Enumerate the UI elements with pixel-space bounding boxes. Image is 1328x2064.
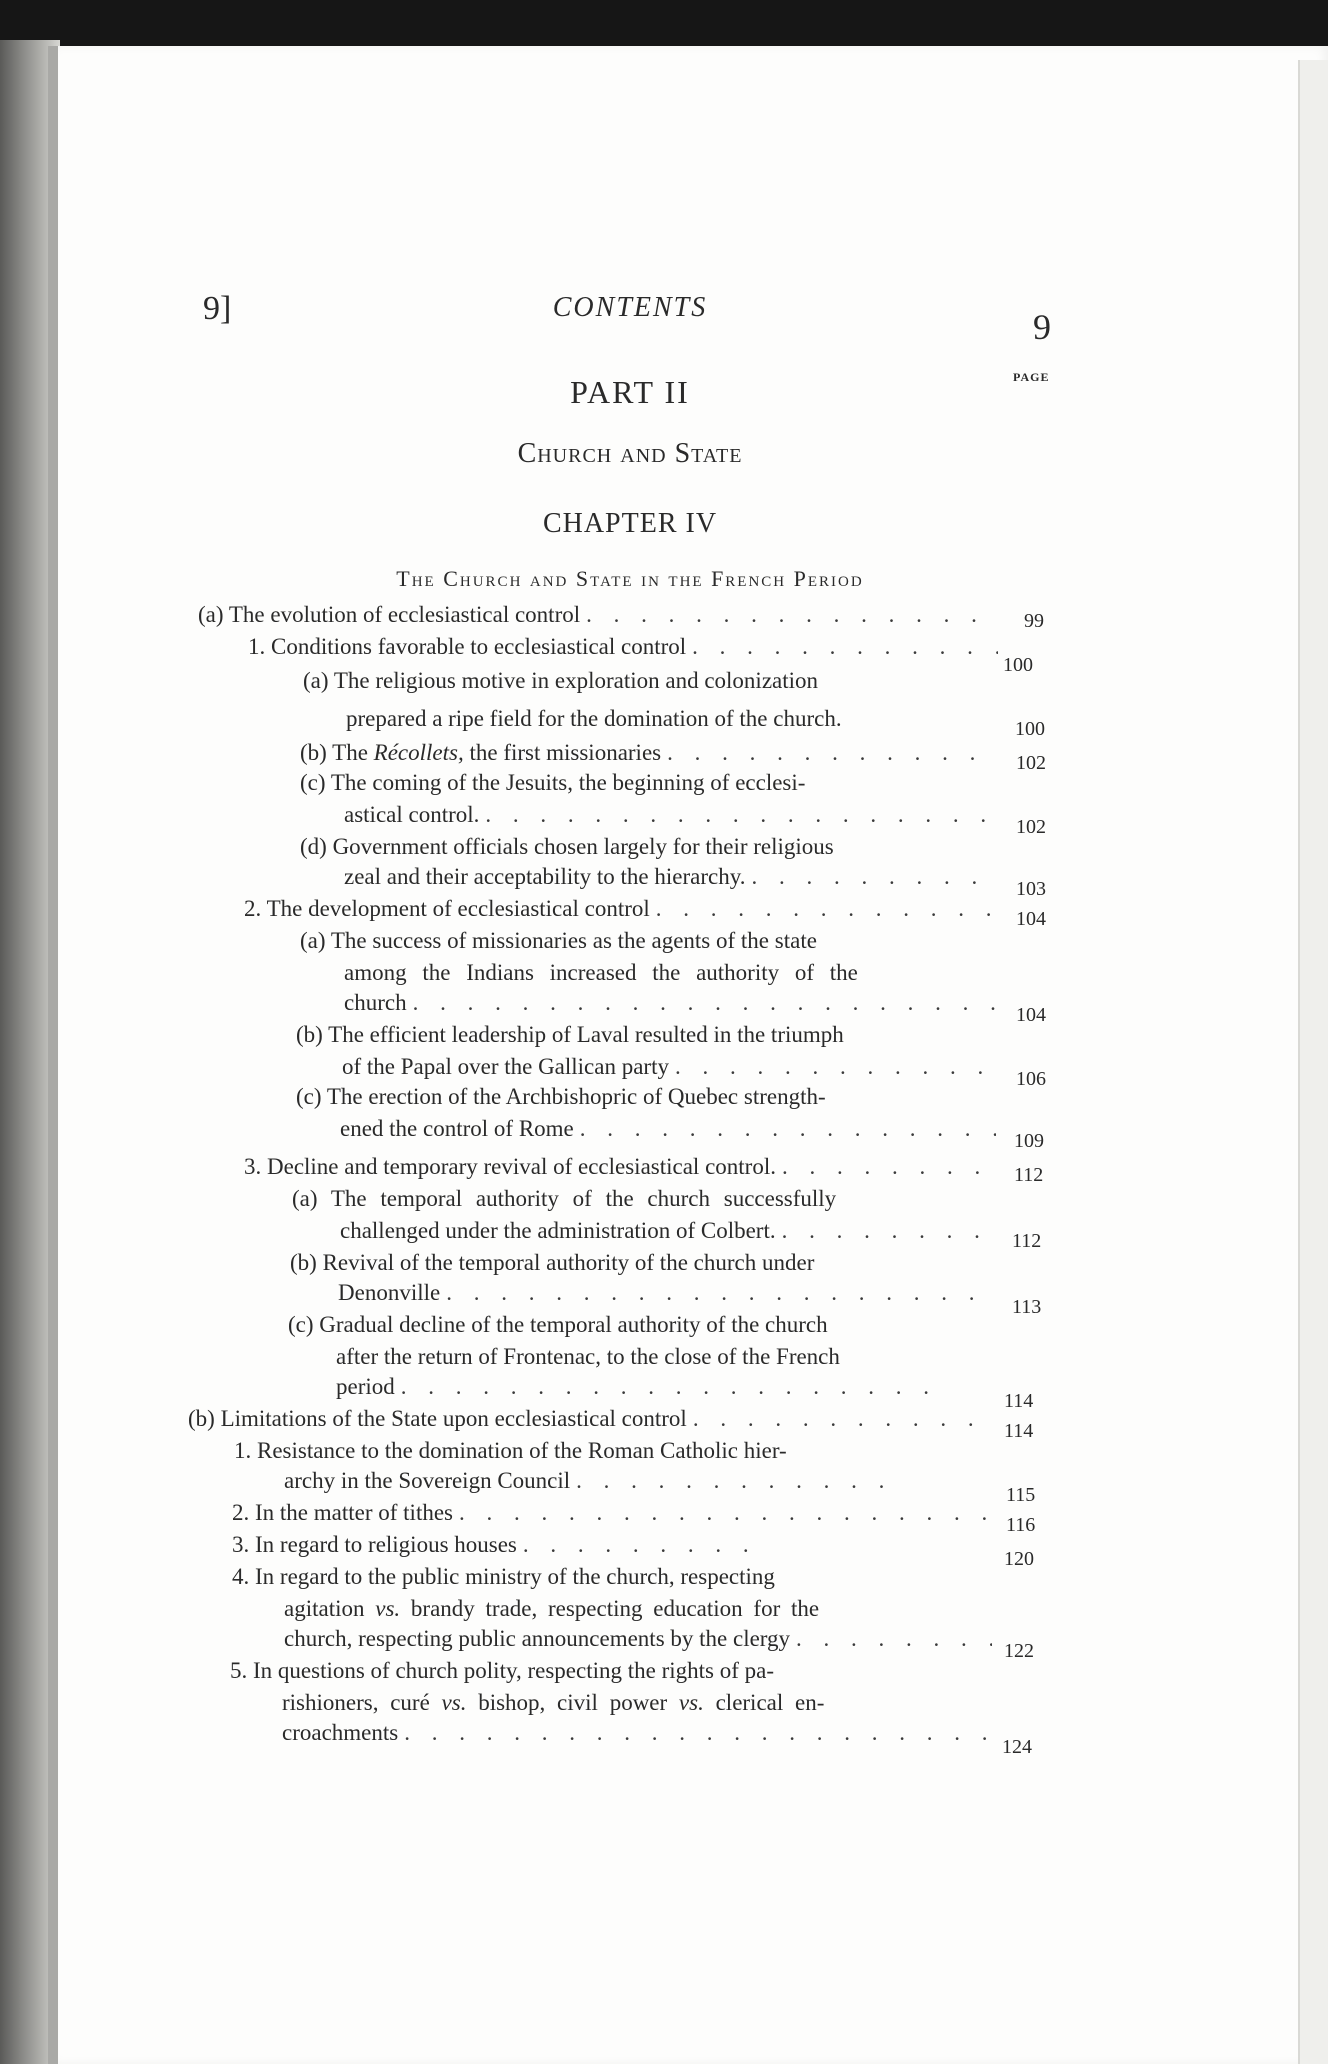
toc-entry-text: croachments <box>282 1720 399 1745</box>
toc-page: 112 <box>1014 1164 1044 1186</box>
toc-entry-text: challenged under the administration of Colbert. <box>340 1218 776 1243</box>
toc-entry-text: of the Papal over the Gallican party <box>342 1054 669 1079</box>
toc-entry-text: 3. Decline and temporary revival of ecclesiastical control. <box>244 1154 776 1179</box>
dot-leader <box>398 1718 990 1748</box>
dot-leader <box>395 1372 936 1402</box>
toc-entry-b5-line3 <box>282 1718 990 1748</box>
toc-entry-text: Denonville <box>338 1280 441 1305</box>
dot-leader <box>517 1530 752 1560</box>
toc-entry-a1b <box>300 738 998 768</box>
toc-entry-a1c-line1: (c) The coming of the Jesuits, the beginning of ecclesi- <box>300 770 806 795</box>
dot-leader <box>479 800 998 830</box>
toc-page: 100 <box>1003 654 1033 676</box>
toc-entry-a3c-line2: after the return of Frontenac, to the close of the French <box>336 1344 840 1369</box>
page-number: 9 <box>1033 307 1051 347</box>
toc-entry-a2 <box>244 894 998 924</box>
part-subtitle: Church and State <box>517 438 743 469</box>
toc-entry-a1a-line1: (a) The religious motive in exploration and colonization <box>303 668 819 693</box>
toc-page: 115 <box>1006 1484 1036 1506</box>
toc-entry-b5-line2 <box>282 1688 824 1718</box>
dot-leader <box>407 988 998 1018</box>
toc-entry-b2 <box>232 1498 992 1528</box>
toc-entry-a3a-line2 <box>340 1216 996 1246</box>
toc-entry-a1d-line1: (d) Government officials chosen largely for their religious <box>300 834 834 859</box>
toc-entry-text: 2. The development of ecclesiastical control <box>244 896 650 921</box>
toc-page: 116 <box>1006 1514 1036 1536</box>
toc-entry-text: the first missionaries <box>463 740 662 765</box>
toc-entry-b5-line1: 5. In questions of church polity, respecting the rights of pa- <box>230 1658 774 1683</box>
chapter-title: CHAPTER IV <box>542 508 718 539</box>
toc-page: 113 <box>1012 1296 1042 1318</box>
toc-entry-text: agitation <box>284 1596 376 1621</box>
toc-entry-a3a-line1: (a) The temporal authority of the church successfully <box>292 1186 837 1211</box>
dot-leader <box>661 738 998 768</box>
toc-entry-b4-line2 <box>284 1594 819 1624</box>
toc-entry-text: (b) Limitations of the State upon ecclesiastical control <box>188 1406 687 1431</box>
toc-entry-a3 <box>244 1152 996 1182</box>
toc-entry-a2a-line3 <box>344 988 998 1018</box>
toc-page: 124 <box>1002 1736 1032 1758</box>
toc-entry-text: period <box>336 1374 395 1399</box>
toc-entry-a1d-line2 <box>344 862 998 892</box>
dot-leader <box>776 1216 996 1246</box>
toc-page: 100 <box>1015 718 1045 740</box>
dot-leader <box>580 600 998 630</box>
chapter-subtitle: The Church and State in the French Period <box>396 566 864 591</box>
toc-entry-text: 1. Conditions favorable to ecclesiastical control <box>248 634 687 659</box>
toc-entry-a2c-line2 <box>340 1114 996 1144</box>
toc-entry-b1-line1: 1. Resistance to the domination of the Roman Catholic hier- <box>234 1438 787 1463</box>
page-column-label: PAGE <box>1013 370 1050 384</box>
part-title: PART II <box>570 374 690 410</box>
toc-entry-b4-line3 <box>284 1624 992 1654</box>
toc-entry-b1-line2 <box>284 1466 884 1496</box>
toc-entry-a1a-line2: prepared a ripe field for the domination of the church. <box>346 706 842 731</box>
toc-entry-text: clerical en- <box>703 1690 825 1715</box>
toc-page: 104 <box>1016 908 1046 930</box>
dot-leader <box>745 862 998 892</box>
dot-leader <box>453 1498 992 1528</box>
running-title: CONTENTS <box>552 292 708 323</box>
dot-leader <box>687 1404 988 1434</box>
toc-page: 109 <box>1014 1130 1044 1152</box>
toc-entry-text: (b) The <box>300 740 374 765</box>
toc-entry-b3 <box>232 1530 752 1560</box>
toc-entry-text: archy in the Sovereign Council <box>284 1468 571 1493</box>
toc-entry-a3b-line1: (b) Revival of the temporal authority of the church under <box>290 1250 815 1275</box>
toc-entry-a <box>198 600 998 630</box>
toc-entry-a1c-line2 <box>344 800 998 830</box>
left-page-ref: 9] <box>203 290 232 327</box>
toc-entry-text: brandy trade, respecting education for the <box>400 1596 820 1621</box>
toc-entry-emphasis: vs. <box>678 1690 704 1715</box>
toc-entry-b <box>188 1404 988 1434</box>
dot-leader <box>669 1052 996 1082</box>
toc-entry-emphasis: vs. <box>375 1596 401 1621</box>
toc-entry-emphasis: vs. <box>441 1690 467 1715</box>
toc-page: 114 <box>1004 1420 1034 1442</box>
toc-entry-text: (a) The evolution of ecclesiastical control <box>198 602 581 627</box>
toc-entry-text: church <box>344 990 407 1015</box>
toc-entry-text: ened the control of Rome <box>340 1116 574 1141</box>
dot-leader <box>440 1278 996 1308</box>
dot-leader <box>790 1624 992 1654</box>
toc-page: 120 <box>1004 1548 1034 1570</box>
toc-entry-a1 <box>248 632 998 662</box>
toc-page: 114 <box>1004 1390 1034 1412</box>
toc-page: 122 <box>1004 1640 1034 1662</box>
toc-entry-text: bishop, civil power <box>466 1690 679 1715</box>
toc-page: 102 <box>1016 752 1046 774</box>
dot-leader <box>686 632 998 662</box>
toc-entry-text: rishioners, curé <box>282 1690 442 1715</box>
toc-entry-a2c-line1: (c) The erection of the Archbishopric of Quebec strength- <box>296 1084 826 1109</box>
toc-page: 104 <box>1016 1004 1046 1026</box>
toc-page: 99 <box>1024 610 1044 632</box>
dot-leader <box>574 1114 996 1144</box>
toc-entry-text: astical control. <box>344 802 480 827</box>
toc-page: 102 <box>1016 816 1046 838</box>
toc-entry-a2b-line1: (b) The efficient leadership of Laval resulted in the triumph <box>296 1022 844 1047</box>
dot-leader <box>570 1466 884 1496</box>
toc-entry-a2b-line2 <box>342 1052 996 1082</box>
toc-entry-emphasis: Récollets, <box>373 740 464 765</box>
toc-entry-a3c-line1: (c) Gradual decline of the temporal authority of the church <box>288 1312 828 1337</box>
toc-entry-a2a-line2: among the Indians increased the authority of the <box>344 960 858 985</box>
toc-entry-text: church, respecting public announcements by the clergy <box>284 1626 791 1651</box>
toc-entry-a3c-line3 <box>336 1372 936 1402</box>
toc-page: 106 <box>1016 1068 1046 1090</box>
dot-leader <box>650 894 998 924</box>
dot-leader <box>776 1152 996 1182</box>
toc-page: 112 <box>1012 1230 1042 1252</box>
page-fore-edge <box>1298 60 1328 2064</box>
toc-entry-a2a-line1: (a) The success of missionaries as the agents of the state <box>300 928 817 953</box>
toc-entry-a3b-line2 <box>338 1278 996 1308</box>
toc-entry-text: 2. In the matter of tithes <box>232 1500 453 1525</box>
toc-entry-text: zeal and their acceptability to the hierarchy. <box>344 864 746 889</box>
toc-page: 103 <box>1016 878 1046 900</box>
toc-entry-b4-line1: 4. In regard to the public ministry of the church, respecting <box>232 1564 775 1589</box>
toc-entry-text: 3. In regard to religious houses <box>232 1532 517 1557</box>
